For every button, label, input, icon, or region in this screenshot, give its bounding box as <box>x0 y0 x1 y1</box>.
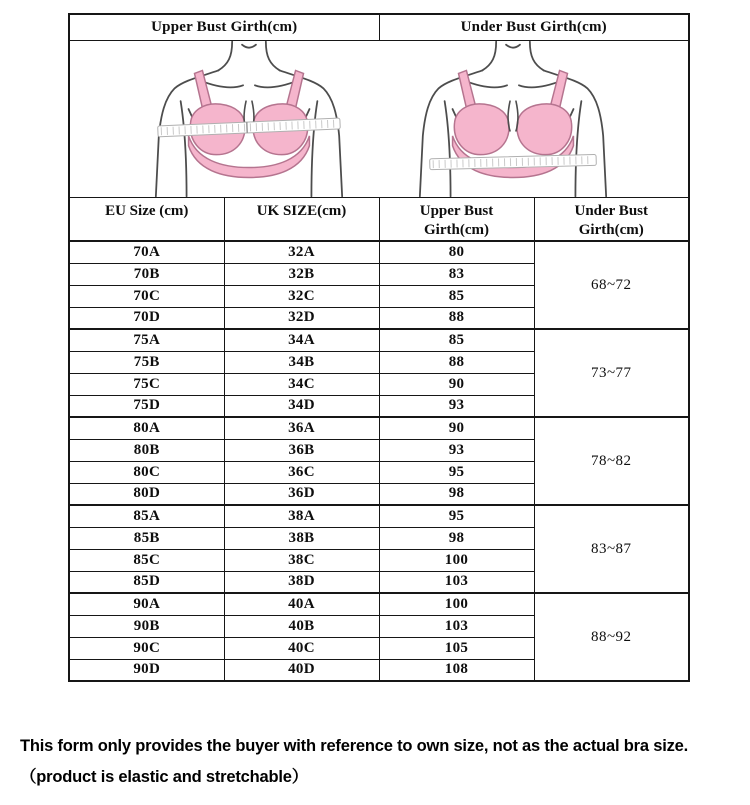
upper-bust-cell: 95 <box>379 505 534 527</box>
upper-bust-cell: 100 <box>379 593 534 615</box>
uk-size-cell: 34D <box>224 395 379 417</box>
cleavage-lines <box>508 101 518 131</box>
uk-size-cell: 32C <box>224 285 379 307</box>
under-bust-range-cell: 88~92 <box>534 593 689 681</box>
bra-size-table <box>68 13 690 682</box>
uk-size-cell: 40B <box>224 615 379 637</box>
under-bust-range-cell: 73~77 <box>534 329 689 417</box>
upper-bust-cell: 98 <box>379 483 534 505</box>
table-row <box>69 505 689 527</box>
size-table-body <box>69 241 689 681</box>
eu-size-cell: 90D <box>69 659 224 681</box>
upper-bust-cell: 90 <box>379 373 534 395</box>
under-bust-measurement-figure <box>404 41 622 197</box>
illustration-figures <box>70 41 688 197</box>
eu-size-cell: 80B <box>69 439 224 461</box>
upper-bust-cell: 103 <box>379 615 534 637</box>
top-header-upper-bust: Upper Bust Girth(cm) <box>69 14 379 40</box>
uk-size-cell: 32B <box>224 263 379 285</box>
upper-bust-cell: 103 <box>379 571 534 593</box>
eu-size-cell: 85D <box>69 571 224 593</box>
uk-size-cell: 38C <box>224 549 379 571</box>
uk-size-cell: 34A <box>224 329 379 351</box>
measuring-tape-under-bust <box>430 154 597 169</box>
col-header-eu-size: EU Size (cm) <box>69 197 224 241</box>
table-row <box>69 417 689 439</box>
upper-bust-cell: 93 <box>379 439 534 461</box>
uk-size-cell: 36C <box>224 461 379 483</box>
uk-size-cell: 36B <box>224 439 379 461</box>
upper-bust-measurement-figure <box>140 41 358 197</box>
eu-size-cell: 75A <box>69 329 224 351</box>
col-header-upper-bust: Upper Bust Girth(cm) <box>379 197 534 241</box>
upper-bust-cell: 105 <box>379 637 534 659</box>
upper-bust-cell: 95 <box>379 461 534 483</box>
uk-size-cell: 34C <box>224 373 379 395</box>
footer-note <box>20 731 746 793</box>
uk-size-cell: 32D <box>224 307 379 329</box>
upper-bust-cell: 93 <box>379 395 534 417</box>
eu-size-cell: 75B <box>69 351 224 373</box>
upper-bust-cell: 85 <box>379 285 534 307</box>
table-row <box>69 241 689 263</box>
uk-size-cell: 36A <box>224 417 379 439</box>
eu-size-cell: 90B <box>69 615 224 637</box>
eu-size-cell: 85A <box>69 505 224 527</box>
under-bust-range-cell: 78~82 <box>534 417 689 505</box>
eu-size-cell: 75C <box>69 373 224 395</box>
upper-bust-cell: 100 <box>379 549 534 571</box>
table-row <box>69 329 689 351</box>
upper-bust-cell: 90 <box>379 417 534 439</box>
upper-bust-cell: 85 <box>379 329 534 351</box>
eu-size-cell: 80D <box>69 483 224 505</box>
uk-size-cell: 38B <box>224 527 379 549</box>
footer-line-1: This form only provides the buyer with reference to own size, not as the actual bra size. <box>20 737 689 755</box>
under-bust-range-cell: 68~72 <box>534 241 689 329</box>
table-head <box>69 14 689 241</box>
upper-bust-cell: 88 <box>379 351 534 373</box>
col-header-uk-size: UK SIZE(cm) <box>224 197 379 241</box>
uk-size-cell: 40D <box>224 659 379 681</box>
footer-line-2: （product is elastic and stretchable） <box>20 768 309 786</box>
uk-size-cell: 38D <box>224 571 379 593</box>
eu-size-cell: 75D <box>69 395 224 417</box>
eu-size-cell: 80A <box>69 417 224 439</box>
illustration-cell <box>69 40 689 197</box>
eu-size-cell: 85C <box>69 549 224 571</box>
upper-bust-cell: 98 <box>379 527 534 549</box>
uk-size-cell: 32A <box>224 241 379 263</box>
eu-size-cell: 90C <box>69 637 224 659</box>
upper-bust-cell: 80 <box>379 241 534 263</box>
top-header-under-bust: Under Bust Girth(cm) <box>379 14 689 40</box>
upper-bust-cell: 88 <box>379 307 534 329</box>
column-header-row <box>69 197 689 241</box>
uk-size-cell: 40C <box>224 637 379 659</box>
uk-size-cell: 36D <box>224 483 379 505</box>
under-bust-range-cell: 83~87 <box>534 505 689 593</box>
illustration-row <box>69 40 689 197</box>
uk-size-cell: 34B <box>224 351 379 373</box>
upper-bust-cell: 108 <box>379 659 534 681</box>
uk-size-cell: 40A <box>224 593 379 615</box>
eu-size-cell: 90A <box>69 593 224 615</box>
table-row <box>69 593 689 615</box>
upper-bust-cell: 83 <box>379 263 534 285</box>
col-header-under-bust: Under Bust Girth(cm) <box>534 197 689 241</box>
eu-size-cell: 70B <box>69 263 224 285</box>
uk-size-cell: 38A <box>224 505 379 527</box>
eu-size-cell: 70D <box>69 307 224 329</box>
eu-size-cell: 70C <box>69 285 224 307</box>
top-header-row <box>69 14 689 40</box>
eu-size-cell: 80C <box>69 461 224 483</box>
eu-size-cell: 85B <box>69 527 224 549</box>
eu-size-cell: 70A <box>69 241 224 263</box>
